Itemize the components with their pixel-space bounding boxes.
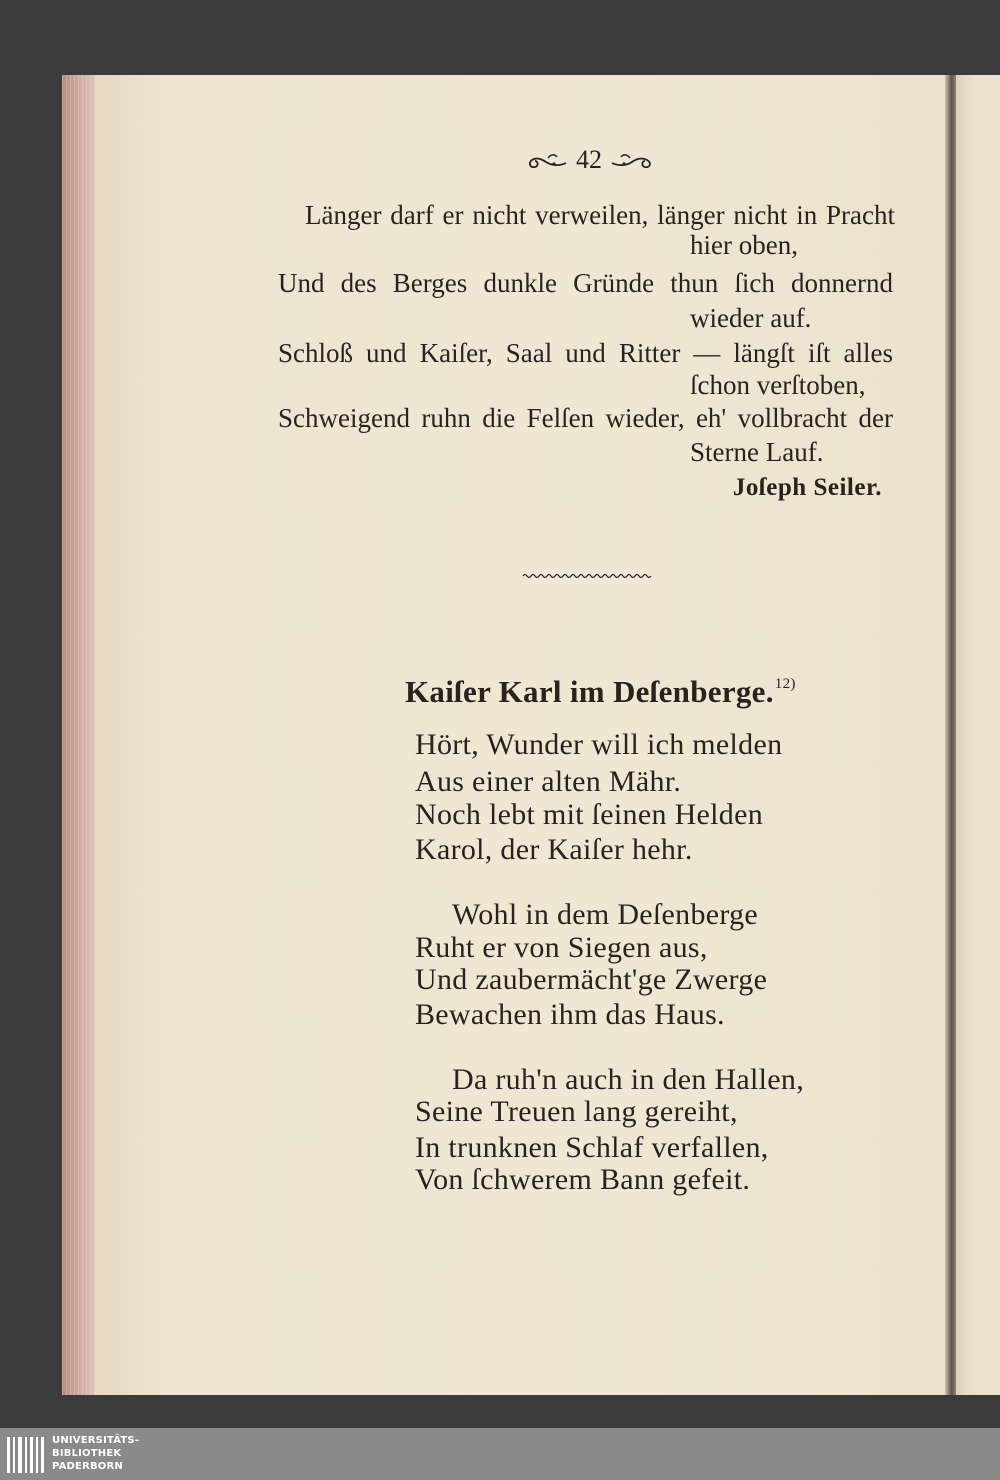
adjacent-page-edge — [956, 75, 1000, 1395]
verse-line: Von ſchwerem Bann gefeit. — [415, 1163, 751, 1196]
library-name-line: PADERBORN — [52, 1461, 123, 1472]
library-logo-icon — [6, 1433, 46, 1475]
verse-line: Und des Berges dunkle Gründe thun ſich donnernd — [278, 268, 893, 298]
poem-title — [405, 672, 796, 712]
verse-continuation: ſchon verſtoben, — [690, 370, 866, 400]
library-name — [52, 1434, 139, 1473]
verse-line: Karol, der Kaiſer hehr. — [415, 833, 693, 866]
verse-line: Noch lebt mit ſeinen Helden — [415, 798, 764, 831]
verse-line: Da ruh'n auch in den Hallen, — [452, 1063, 805, 1096]
verse-line: Ruht er von Siegen aus, — [415, 931, 708, 964]
library-name-line: UNIVERSITÄTS- — [52, 1435, 140, 1446]
verse-line: Aus einer alten Mähr. — [415, 765, 682, 798]
footer-bar — [0, 1428, 1000, 1480]
verse-line: Schloß und Kaiſer, Saal und Ritter — längſt iſt alles — [278, 338, 893, 368]
verse-line: Hört, Wunder will ich melden — [415, 728, 783, 761]
poem-title-text: Kaiſer Karl im Deſenberge. — [405, 674, 774, 709]
verse-line: Bewachen ihm das Haus. — [415, 998, 725, 1031]
verse-continuation: hier oben, — [690, 230, 798, 260]
flourish-icon — [524, 149, 568, 171]
verse-line: Schweigend ruhn die Felſen wieder, eh' vollbracht der — [278, 403, 893, 433]
verse-continuation: wieder auf. — [690, 303, 812, 333]
verse-line: Seine Treuen lang gereiht, — [415, 1095, 738, 1128]
book-edge — [62, 75, 95, 1395]
page-gutter — [945, 75, 956, 1395]
wavy-rule-icon — [522, 571, 652, 581]
footnote-reference: 12) — [774, 676, 796, 692]
page-number: 42 — [576, 145, 602, 174]
verse-line: In trunknen Schlaf verfallen, — [415, 1131, 769, 1164]
library-name-line: BIBLIOTHEK — [52, 1448, 122, 1459]
verse-line: Wohl in dem Deſenberge — [452, 898, 759, 931]
author-signature: Joſeph Seiler. — [732, 474, 882, 501]
verse-line: Und zaubermächt'ge Zwerge — [415, 963, 768, 996]
flourish-icon — [610, 149, 656, 171]
verse-line: Länger darf er nicht verweilen, länger nicht in Pracht — [305, 200, 895, 230]
verse-continuation: Sterne Lauf. — [690, 437, 824, 467]
running-head — [510, 143, 670, 177]
